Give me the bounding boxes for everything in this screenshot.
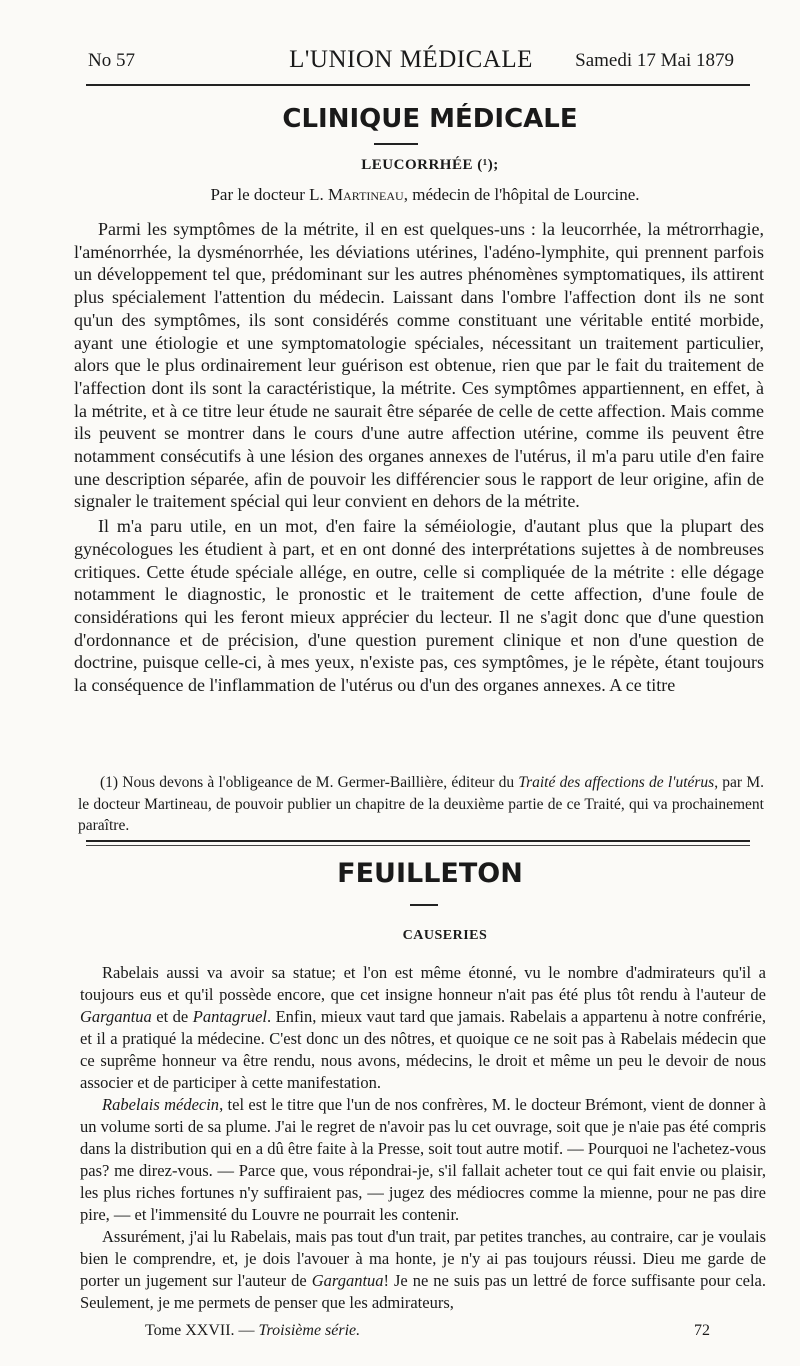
clinique-paragraph-2: Il m'a paru utile, en un mot, d'en faire la séméiologie, d'autant plus que la plupart des gynécologues les étudient à part, et en ont donné des interprétations sujettes à de nombreuses critiques. Cette étude spéciale allége, en outre, celle si compliquée de la métrite : elle dégage notamment le diagnostic, le pronostic et le traitement de cette affection, d'une foule de considérations qui les feront mieux apprécier du lecteur. Il ne s'agit donc que d'une question d'ordonnance et de précision, d'une question purement clinique et non d'une question de doctrine, puisque celle-ci, à mes yeux, n'existe pas, ces symptômes, je le répète, étant toujours la conséquence de l'inflammation de l'utérus ou d'un des organes annexes. A ce titre: [74, 516, 764, 696]
title-dash: [374, 143, 418, 145]
feuilleton-paragraph-3: Assurément, j'ai lu Rabelais, mais pas tout d'un trait, par petites tranches, au contraire, car je voulais bien le comprendre, et, je dois l'avouer à ma honte, je n'y ai pas toujours réussi. Dieu me garde de porter un jugement sur l'auteur de Gargantua! Je ne ne suis pas un lettré de force suffisante pour cela. Seulement, je me permets de penser que les admirateurs,: [80, 1227, 766, 1312]
feuilleton-paragraph-1: Rabelais aussi va avoir sa statue; et l'on est même étonné, vu le nombre d'admirateurs qu'il a toujours eus et qu'il possède encore, que cet insigne honneur n'ait pas été plus tôt rendu à l'auteur de Gargantua et de Pantagruel. Enfin, mieux vaut tard que jamais. Rabelais a appartenu à notre confrérie, et il a pratiqué la médecine. C'est donc un des nôtres, et quoique ce ne soit pas à Rabelais médecin que ce suprême honneur va être rendu, nous avons, médecins, le droit et même un peu le devoir de nous associer et de participer à cette manifestation.: [80, 963, 767, 1092]
header-rule: [86, 84, 750, 86]
footnote-book-title: Traité des affections de l'utérus: [518, 774, 715, 791]
clinique-body: [74, 218, 764, 697]
issue-number: No 57: [88, 50, 135, 71]
feuilleton-body: [80, 962, 766, 1314]
byline-suffix: , médecin de l'hôpital de Lourcine.: [403, 185, 640, 204]
page-number: 72: [694, 1322, 710, 1339]
footnote-suffix: , par M. le docteur Martineau, de pouvoir publier un chapitre de la deuxième partie de ce Traité, qui va prochainement paraître.: [78, 774, 764, 834]
feuilleton-rule-top: [86, 840, 750, 842]
issue-date: Samedi 17 Mai 1879: [575, 50, 734, 71]
feuilleton-section-title: FEUILLETON: [337, 858, 523, 889]
article-title: LEUCORRHÉE (¹);: [361, 157, 499, 173]
byline-author: Martineau: [328, 185, 404, 204]
footnote: [78, 772, 764, 837]
article-byline: [50, 185, 800, 205]
footnote-prefix: (1) Nous devons à l'obligeance de M. Germer-Baillière, éditeur du: [100, 774, 519, 791]
volume-info: Tome XXVII. — Troisième série.: [145, 1322, 361, 1339]
feuilleton-rule-bottom: [86, 845, 750, 846]
feuilleton-subtitle: CAUSERIES: [402, 928, 488, 943]
page-header: [88, 46, 734, 76]
feuilleton-dash: [410, 904, 438, 906]
journal-title: L'UNION MÉDICALE: [289, 46, 533, 73]
clinique-paragraph-1: Parmi les symptômes de la métrite, il en est quelques-uns : la leucorrhée, la métrorrhagie, l'aménorrhée, la dysménorrhée, les déviations utérines, l'adéno-lymphite, qui prennent parfois un développement tel que, prédominant sur les autres phénomènes symptomatiques, ils attirent plus spécialement l'attention du médecin. Laissant dans l'ombre l'affection dont ils ne sont qu'un des symptômes, ils sont considérés comme constituant une véritable entité morbide, ayant une étiologie et une symptomatologie spéciales, nécessitant un traitement particulier, alors que le plus ordinairement leur guérison est obtenue, rien que par le fait du traitement de l'affection dont ils sont la caractéristique, la métrite. Ces symptômes appartiennent, en effet, à la métrite, et à ce titre leur étude ne saurait être séparée de celle de cette affection. Mais comme ils peuvent se montrer dans le cours d'une autre affection utérine, comme ils peuvent être notamment consécutifs à une lésion des organes annexes de l'utérus, il m'a paru utile d'en faire une description séparée, afin de pouvoir les différencier sous le rapport de leur origine, afin de signaler le traitement spécial qui leur convient en dehors de la métrite.: [74, 219, 764, 512]
byline-prefix: Par le docteur L.: [210, 185, 328, 204]
feuilleton-paragraph-2: Rabelais médecin, tel est le titre que l'un de nos confrères, M. le docteur Brémont, vient de donner à un volume sorti de sa plume. J'ai le regret de n'avoir pas lu cet ouvrage, soit que je n'aie pas été compris dans la distribution qui en a dû être faite à la Presse, soit tout autre motif. — Pourquoi ne l'achetez-vous pas? me direz-vous. — Parce que, vous répondrai-je, s'il fallait acheter tout ce qui fait envie ou plaisir, les plus riches fortunes n'y suffiraient pas, — jugez des médiocres comme la mienne, pour ne pas dire pire, — et l'immensité du Louvre ne pourrait les contenir.: [80, 1095, 766, 1224]
clinique-section-title: CLINIQUE MÉDICALE: [282, 104, 578, 134]
